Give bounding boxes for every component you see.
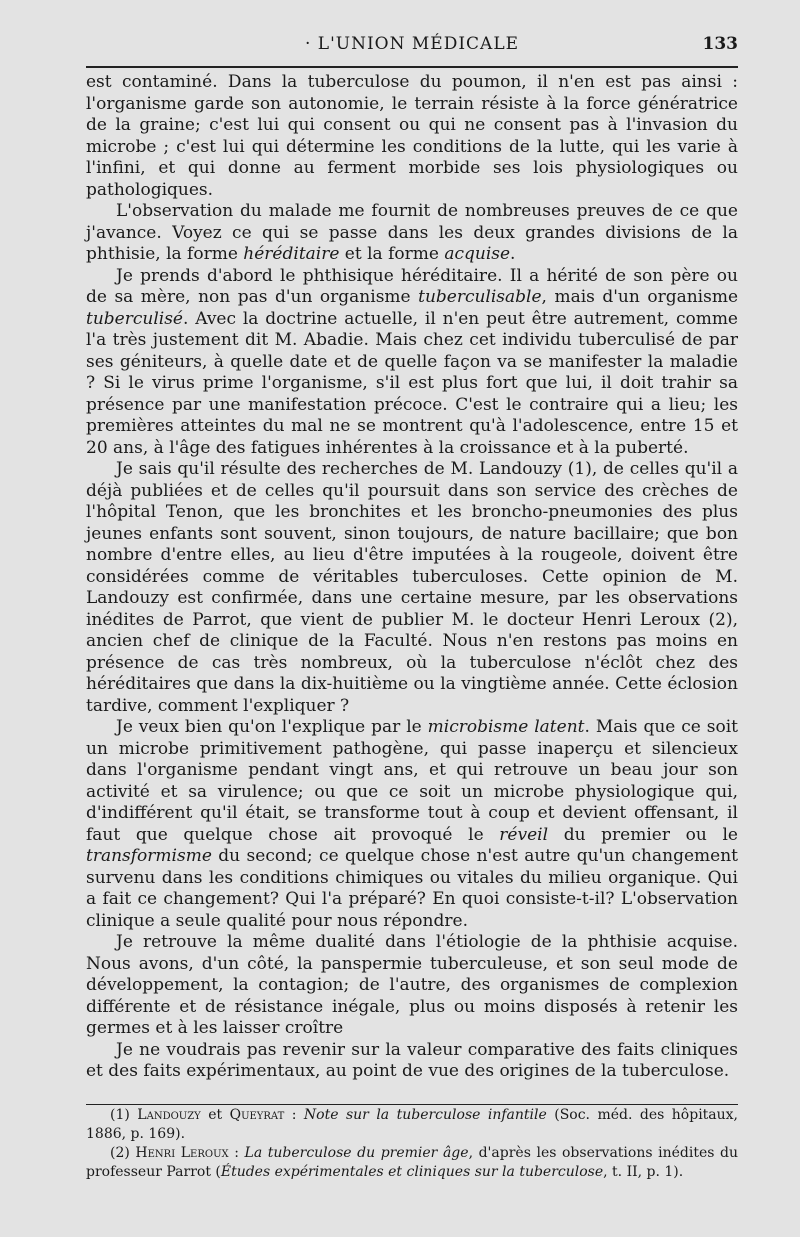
paragraph-3-text-c: , mais d'un organisme bbox=[541, 287, 739, 307]
footnote-2-separator: : bbox=[228, 1145, 245, 1161]
paragraph-1: est contaminé. Dans la tuberculose du poumon, il n'en est pas ainsi : l'organisme garde son autonomie, le terrain résiste à la force génératrice de la graine; c'est lui qui consent ou qui ne consent pas à l'invasion du microbe ; c'est lui qui détermine les conditions de la lutte, qui les varie à l'infini, et qui donne au ferment morbide ses lois physiologiques ou pathologiques. bbox=[86, 72, 738, 200]
term-microbisme-latent: microbisme latent bbox=[427, 717, 585, 737]
paragraph-5-text-a: Je veux bien qu'on l'explique par le bbox=[116, 717, 428, 737]
term-transformisme: transformisme bbox=[86, 846, 212, 866]
footnote-1-rest: (Soc. méd. des hôpitaux, 1886, p. 169). bbox=[86, 1107, 739, 1142]
journal-title: · L'UNION MÉDICALE bbox=[304, 34, 520, 54]
term-tuberculisable: tuberculisable bbox=[418, 287, 542, 307]
running-header bbox=[86, 34, 738, 68]
footnote-2-number: (2) bbox=[110, 1145, 136, 1161]
paragraph-5-text-c: . Mais que ce soit un microbe primitivement pathogène, qui passe inaperçu et silencieux dans l'organisme pendant vingt ans, et qui retrouve un beau jour son activité et sa virulence; ou que ce soit un microbe physiologique qui, d'indifférent qu'il était, se transforme tout à coup et devient offensant, il faut que quelque chose ait provoqué le bbox=[86, 717, 739, 845]
paragraph-3-text-a: Je prends d'abord le phthisique héréditaire. Il a hérité de son père ou de sa mère, non pas d'un organisme bbox=[86, 265, 738, 307]
term-tuberculise: tuberculisé bbox=[86, 308, 183, 329]
paragraph-2-text-e: . bbox=[510, 244, 516, 264]
body-text bbox=[86, 72, 738, 1083]
footnote-divider bbox=[86, 1104, 738, 1105]
term-hereditaire: héréditaire bbox=[243, 244, 340, 264]
paragraph-5-text-g: du second; ce quelque chose n'est autre qu'un changement survenu dans les conditions chimiques ou vitales du milieu organique. Qui a fait ce changement? Qui l'a préparé? En quoi consiste-t-il? L'observation clinique a seule qualité pour nous répondre. bbox=[86, 846, 738, 931]
page-number: 133 bbox=[702, 34, 738, 54]
paragraph-3 bbox=[86, 266, 738, 460]
paragraph-2-text-a: L'observation du malade me fournit de nombreuses preuves de ce que j'avance. Voyez ce qui se passe dans les deux grandes divisions de la phthisie, la forme bbox=[86, 201, 738, 264]
footnote-1-author-2: Queyrat bbox=[229, 1107, 285, 1123]
footnote-2-author: Henri Leroux bbox=[135, 1145, 229, 1161]
paragraph-2 bbox=[86, 201, 738, 266]
footnote-2 bbox=[86, 1144, 738, 1182]
paragraph-5 bbox=[86, 717, 738, 932]
paragraph-2-text-c: et la forme bbox=[339, 244, 445, 264]
paragraph-4: Je sais qu'il résulte des recherches de M. Landouzy (1), de celles qu'il a déjà publiées et de celles qu'il poursuit dans son service des crèches de l'hôpital Tenon, que les bronchites et les broncho-pneumonies des plus jeunes enfants sont souvent, sinon toujours, de nature bacillaire; que bon nombre d'entre elles, au lieu d'être imputées à la rougeole, doivent être considérées comme de véritables tuberculoses. Cette opinion de M. Landouzy est confirmée, dans une certaine mesure, par les observations inédites de Parrot, que vient de publier M. le docteur Henri Leroux (2), ancien chef de clinique de la Faculté. Nous n'en restons pas moins en présence de cas très nombreux, où la tuberculose n'éclôt chez des héréditaires que dans la dix-huitième ou la vingtième année. Cette éclosion tardive, comment l'expliquer ? bbox=[86, 459, 738, 716]
paragraph-3-text-e: . Avec la doctrine actuelle, il n'en peut être autrement, comme l'a très justement dit M. Abadie. Mais chez cet individu tuberculisé de par ses géniteurs, à quelle date et de quelle façon va se manifester la maladie ? Si le virus prime l'organisme, s'il est plus fort que lui, il doit trahir sa présence par une manifestation précoce. C'est le contraire qui a lieu; les premières atteintes du mal ne se montrent qu'à l'adolescence, entre 15 et 20 ans, à l'âge des fatigues inhérentes à la croissance et à la puberté. bbox=[86, 308, 738, 458]
paragraph-5-text-e: du premier ou le bbox=[548, 824, 738, 845]
term-acquise: acquise bbox=[444, 244, 511, 264]
footnote-1-author-1: Landouzy bbox=[137, 1107, 201, 1123]
footnote-2-rest: , t. II, p. 1). bbox=[603, 1164, 684, 1180]
footnote-2-middle: , d'après les observations inédites du professeur Parrot ( bbox=[86, 1145, 739, 1180]
paragraph-7: Je ne voudrais pas revenir sur la valeur comparative des faits cliniques et des faits expérimentaux, au point de vue des origines de la tuberculose. bbox=[86, 1039, 738, 1081]
footnotes bbox=[86, 1106, 738, 1182]
paragraph-6: Je retrouve la même dualité dans l'étiologie de la phthisie acquise. Nous avons, d'un côté, la panspermie tuberculeuse, et son seul mode de développement, la contagion; de l'autre, des organismes de complexion différente et de résistance inégale, plus ou moins disposés à retenir les germes et à les laisser croître bbox=[86, 932, 738, 1038]
footnote-1-number: (1) bbox=[110, 1107, 138, 1123]
footnote-1-and: et bbox=[200, 1107, 230, 1123]
footnote-2-source: Études expérimentales et cliniques sur la tuberculose bbox=[220, 1164, 604, 1180]
footnote-1 bbox=[86, 1106, 738, 1144]
term-reveil: réveil bbox=[499, 824, 549, 845]
footnote-1-separator: : bbox=[284, 1107, 304, 1123]
footnote-1-title: Note sur la tuberculose infantile bbox=[303, 1107, 547, 1123]
footnote-2-title: La tuberculose du premier âge bbox=[244, 1145, 469, 1161]
